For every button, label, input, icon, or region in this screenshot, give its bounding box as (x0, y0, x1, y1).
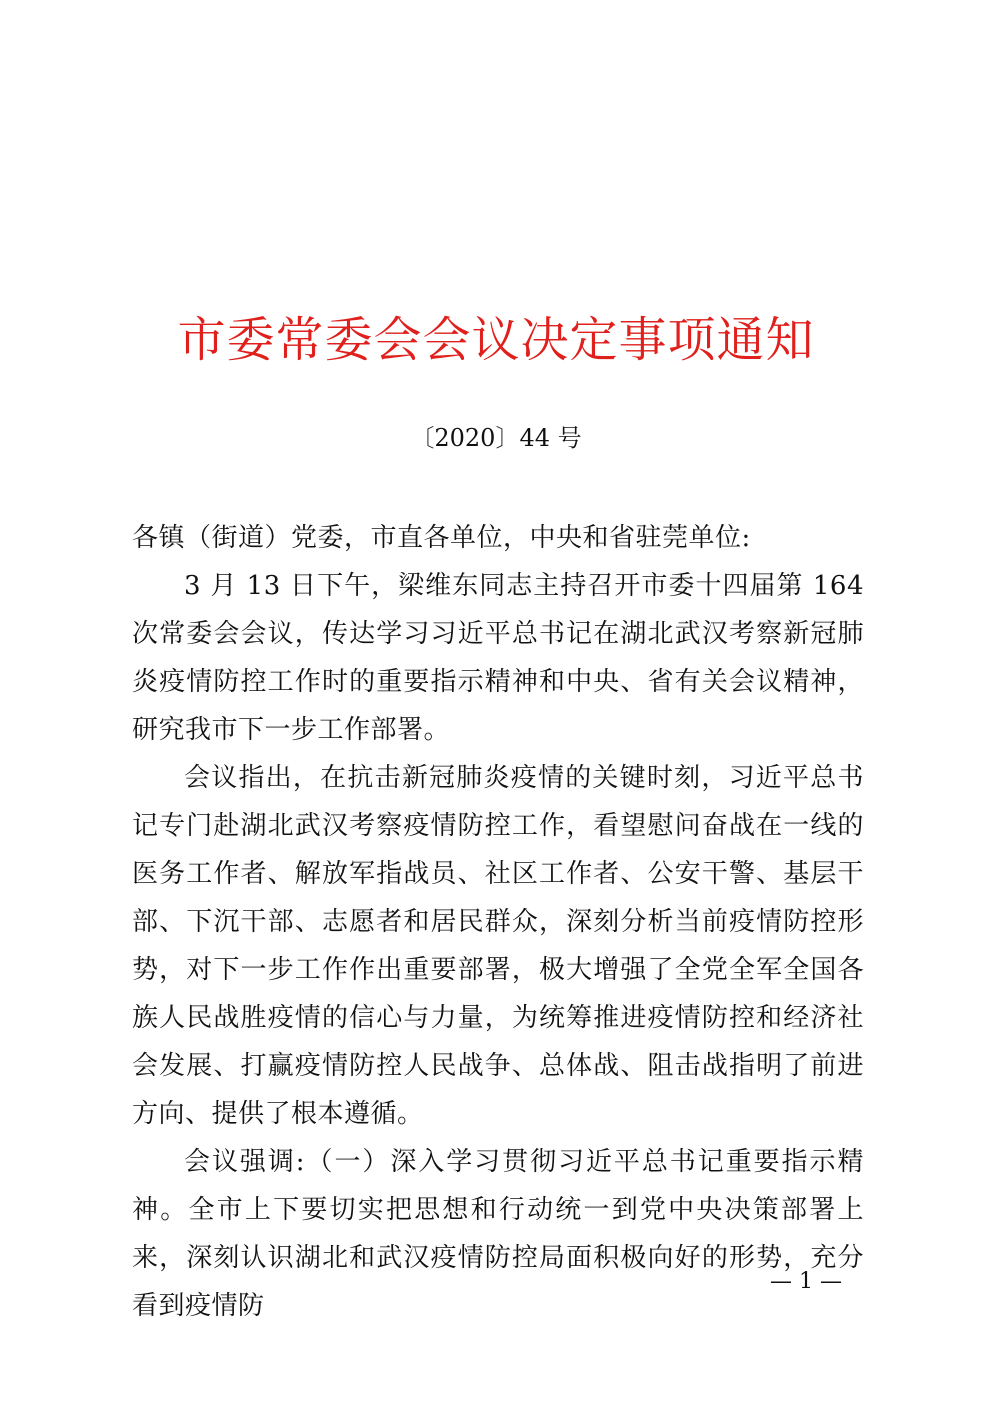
document-number: 〔2020〕44 号 (410, 424, 582, 452)
paragraph-3: 会议强调:（一）深入学习贯彻习近平总书记重要指示精神。全市上下要切实把思想和行动统一到党中央决策部署上来，深刻认识湖北和武汉疫情防控局面积极向好的形势，充分看到疫情防 (132, 1147, 864, 1321)
paragraph-1: 3 月 13 日下午，梁维东同志主持召开市委十四届第 164 次常委会会议，传达学习习近平总书记在湖北武汉考察新冠肺炎疫情防控工作时的重要指示精神和中央、省有关会议精神，研究我市下一步工作部署。 (132, 571, 864, 745)
document-title: 市委常委会会议决定事项通知 (177, 312, 815, 368)
document-body (132, 514, 864, 1330)
salutation: 各镇（街道）党委，市直各单位，中央和省驻莞单位: (132, 523, 751, 553)
paragraph-2: 会议指出，在抗击新冠肺炎疫情的关键时刻，习近平总书记专门赴湖北武汉考察疫情防控工作，看望慰问奋战在一线的医务工作者、解放军指战员、社区工作者、公安干警、基层干部、下沉干部、志愿者和居民群众，深刻分析当前疫情防控形势，对下一步工作作出重要部署，极大增强了全党全军全国各族人民战胜疫情的信心与力量，为统筹推进疫情防控和经济社会发展、打赢疫情防控人民战争、总体战、阻击战指明了前进方向、提供了根本遵循。 (132, 763, 864, 1129)
page-number: — 1 — (770, 1269, 842, 1294)
